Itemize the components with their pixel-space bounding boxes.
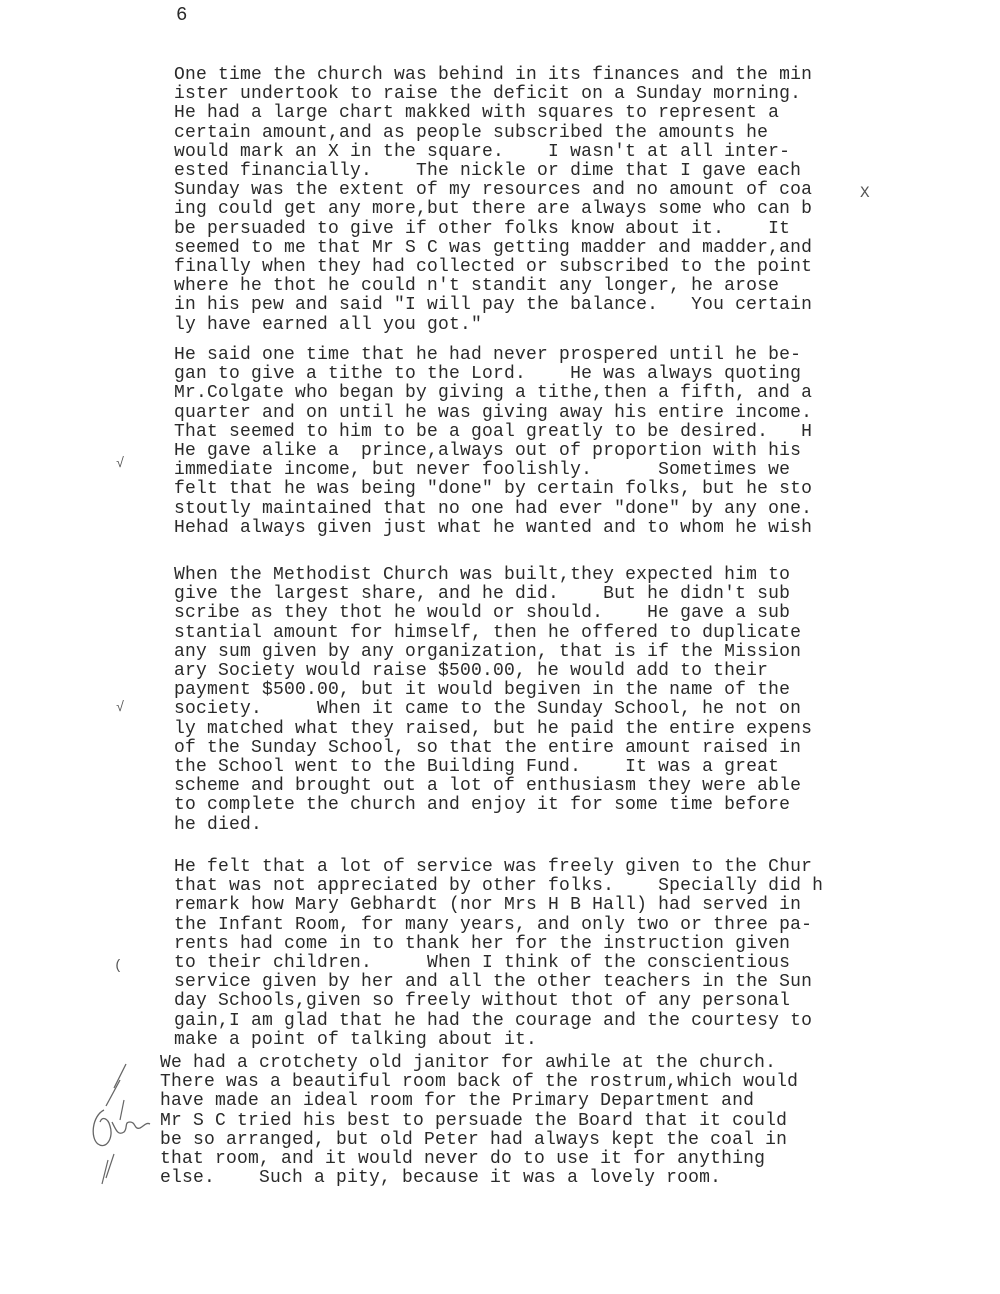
text-line: We had a crotchety old janitor for awhile at the church.	[160, 1053, 777, 1073]
text-line: immediate income, but never foolishly. Sometimes we	[174, 460, 791, 481]
text-line: have made an ideal room for the Primary Department and	[160, 1091, 755, 1112]
text-line: Hehad always given just what he wanted and to whom he wish	[174, 517, 813, 538]
text-line: certain amount,and as people subscribed the amounts he	[174, 122, 769, 143]
text-line: day Schools,given so freely without thot of any personal	[174, 991, 791, 1012]
paragraph-1	[174, 66, 874, 335]
text-line: gan to give a tithe to the Lord. He was always quoting	[174, 364, 802, 385]
text-line: felt that he was being "done" by certain folks, but he sto	[174, 479, 813, 500]
text-line: he died.	[174, 814, 263, 835]
paragraph-4	[174, 858, 874, 1050]
text-line: stantial amount for himself, then he offered to duplicate	[174, 622, 802, 643]
text-line: Mr.Colgate who began by giving a tithe,then a fifth, and a	[174, 383, 813, 404]
text-line: ly have earned all you got."	[174, 314, 483, 335]
text-line: finally when they had collected or subscribed to the point	[174, 257, 813, 278]
text-line: scheme and brought out a lot of enthusiasm they were able	[174, 776, 802, 797]
text-line: where he thot he could n't standit any longer, he arose	[174, 276, 780, 297]
text-line: to their children. When I think of the conscientious	[174, 953, 791, 974]
handwritten-margin-scribble	[84, 1060, 164, 1200]
text-line: rents had come in to thank her for the instruction given	[174, 933, 791, 954]
text-line: He felt that a lot of service was freely given to the Chur	[174, 857, 813, 877]
text-line: quarter and on until he was giving away his entire income.	[174, 402, 813, 423]
text-line: remark how Mary Gebhardt (nor Mrs H B Hall) had served in	[174, 895, 802, 916]
text-line: ary Society would raise $500.00, he would add to their	[174, 661, 769, 682]
text-line: Mr S C tried his best to persuade the Board that it could	[160, 1110, 788, 1131]
text-line: There was a beautiful room back of the rostrum,which would	[160, 1072, 799, 1093]
text-line: ing could get any more,but there are always some who can b	[174, 199, 813, 220]
text-line: stoutly maintained that no one had ever "done" by any one.	[174, 498, 813, 519]
paragraph-5	[160, 1054, 860, 1188]
text-line: He had a large chart makked with squares to represent a	[174, 103, 780, 124]
text-line: the School went to the Building Fund. It was a great	[174, 757, 780, 778]
text-line: that was not appreciated by other folks. Specially did h	[174, 876, 824, 897]
text-line: He gave alike a prince,always out of proportion with his	[174, 441, 802, 462]
text-line: in his pew and said "I will pay the balance. You certain	[174, 295, 813, 316]
page-number: 6	[176, 4, 188, 26]
text-line: be persuaded to give if other folks know about it. It	[174, 218, 791, 239]
text-line: service given by her and all the other teachers in the Sun	[174, 972, 813, 993]
text-line: seemed to me that Mr S C was getting madder and madder,and	[174, 237, 813, 258]
text-line: society. When it came to the Sunday School, he not on	[174, 699, 802, 720]
text-line: One time the church was behind in its finances and the min	[174, 65, 813, 85]
text-line: of the Sunday School, so that the entire amount raised in	[174, 737, 802, 758]
text-line: make a point of talking about it.	[174, 1029, 538, 1050]
text-line: He said one time that he had never prospered until he be-	[174, 345, 802, 365]
text-line: the Infant Room, for many years, and only two or three pa-	[174, 914, 813, 935]
margin-check-mark: √	[116, 700, 125, 716]
text-line: else. Such a pity, because it was a lovely room.	[160, 1168, 722, 1189]
text-line: give the largest share, and he did. But he didn't sub	[174, 584, 791, 605]
paragraph-3	[174, 566, 874, 835]
text-line: that room, and it would never do to use it for anything	[160, 1149, 766, 1170]
margin-x-mark: X	[860, 184, 870, 202]
text-line: Sunday was the extent of my resources and no amount of coa	[174, 180, 813, 201]
text-line: to complete the church and enjoy it for some time before	[174, 795, 791, 816]
text-line: ested financially. The nickle or dime that I gave each	[174, 161, 802, 182]
text-line: any sum given by any organization, that is if the Mission	[174, 641, 802, 662]
text-line: ly matched what they raised, but he paid the entire expens	[174, 718, 813, 739]
text-line: scribe as they thot he would or should. He gave a sub	[174, 603, 791, 624]
text-line: be so arranged, but old Peter had always kept the coal in	[160, 1129, 788, 1150]
margin-check-mark: √	[116, 456, 125, 472]
text-line: ister undertook to raise the deficit on a Sunday morning.	[174, 84, 802, 105]
text-line: gain,I am glad that he had the courage and the courtesy to	[174, 1010, 813, 1031]
text-line: That seemed to him to be a goal greatly to be desired. H	[174, 421, 813, 442]
text-line: When the Methodist Church was built,they expected him to	[174, 565, 791, 585]
paragraph-2	[174, 346, 874, 538]
text-line: payment $500.00, but it would begiven in the name of the	[174, 680, 791, 701]
text-line: would mark an X in the square. I wasn't at all inter-	[174, 141, 791, 162]
margin-pencil-mark: (	[114, 958, 123, 974]
